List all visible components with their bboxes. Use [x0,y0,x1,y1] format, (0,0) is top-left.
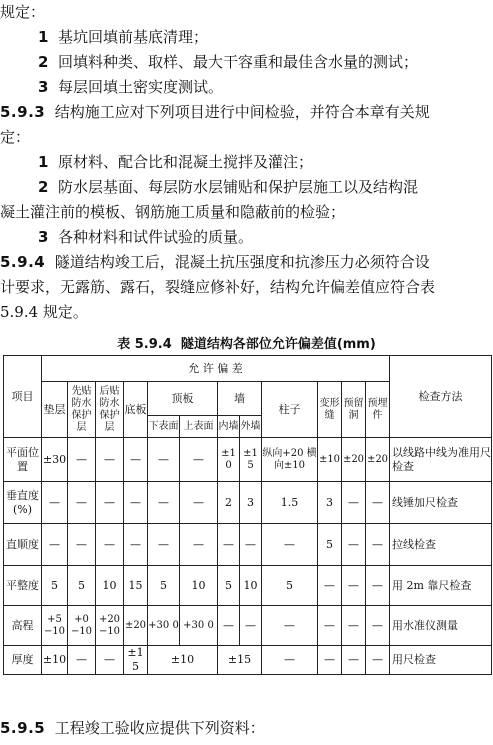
item-2-inspection: 2 防水层基面、每层防水层铺贴和保护层施工以及结构混 [38,178,418,196]
header-joint: 变形缝 [318,382,342,438]
cell: — [68,524,96,566]
cell: +0 −10 [68,606,96,646]
method-cell: 用尺检查 [390,646,492,675]
header-allowable-deviation: 允 许 偏 差 [42,356,390,382]
cell: — [240,524,262,566]
header-column: 柱子 [262,382,318,438]
cell: — [96,482,124,524]
cell: 5 [42,566,68,606]
item-2-inspection-cont: 凝土灌注前的模板、钢筋施工质量和隐蔽前的检验； [0,203,346,221]
cell: — [366,566,390,606]
tolerance-table [3,355,492,675]
cell: — [366,646,390,675]
cell: — [366,482,390,524]
header-embed: 预埋件 [366,382,390,438]
cell: 10 [180,566,218,606]
cell: — [342,482,366,524]
cell: — [148,482,180,524]
cell: — [148,524,180,566]
row-label: 直顺度 [4,524,42,566]
cell: 3 [240,482,262,524]
cell: +20 −10 [96,606,124,646]
header-cushion: 垫层 [42,382,68,438]
cell: ±15 [218,646,262,675]
cell: ±10 [318,438,342,482]
item-2-backfill: 2 回填料种类、取样、最大干容重和最佳含水量的测试； [38,53,418,71]
cell: — [42,482,68,524]
table-row [4,524,492,566]
header-wall-outer: 外墙 [240,416,262,438]
cell: 15 [124,566,148,606]
cell: 5 [68,566,96,606]
cell: — [148,438,180,482]
cell: — [318,646,342,675]
header-roof: 顶板 [148,382,218,416]
row-label: 厚度 [4,646,42,675]
header-roof-upper: 上表面 [180,416,218,438]
table-row [4,646,492,675]
cell: — [124,524,148,566]
cell: ±15 [124,646,148,675]
cell: — [124,482,148,524]
header-method: 检查方法 [390,356,492,438]
item-3-inspection: 3 各种材料和试件试验的质量。 [38,228,253,246]
row-label: 平整度 [4,566,42,606]
cell: — [342,524,366,566]
cell: — [240,606,262,646]
cell: 2 [218,482,240,524]
cell: — [96,646,124,675]
cell: — [318,566,342,606]
cell: 10 [240,566,262,606]
cell: — [180,438,218,482]
cell: +30 0 [180,606,218,646]
section-5-9-4: 5.9.4 隧道结构竣工后，混凝土抗压强度和抗渗压力必须符合设 [0,253,430,271]
cell: — [124,438,148,482]
cell: ±10 [42,646,68,675]
cell: — [366,606,390,646]
cell: — [318,606,342,646]
row-label: 高程 [4,606,42,646]
cell: 纵向+20 横向±10 [262,438,318,482]
cell: — [366,524,390,566]
text-line-guide-end: 规定： [0,3,46,21]
table-row [4,606,492,646]
cell: — [96,524,124,566]
cell: ±20 [342,438,366,482]
cell: 5 [318,524,342,566]
header-bottom-slab: 底板 [124,382,148,438]
cell: — [68,646,96,675]
item-1-inspection: 1 原材料、配合比和混凝土搅拌及灌注； [38,153,313,171]
header-wall: 墙 [218,382,262,416]
cell: +30 0 [148,606,180,646]
row-label: 垂直度(%) [4,482,42,524]
section-5-9-4-cont1: 计要求，无露筋、露石，裂缝应修补好，结构允许偏差值应符合表 [0,278,436,296]
header-hole: 预留洞 [342,382,366,438]
header-wall-inner: 内墙 [218,416,240,438]
cell: — [342,606,366,646]
cell: — [262,606,318,646]
cell: — [96,438,124,482]
header-item: 项目 [4,356,42,438]
method-cell: 用水准仪测量 [390,606,492,646]
cell: — [342,566,366,606]
method-cell: 以线路中线为准用尺检查 [390,438,492,482]
cell: ±10 [148,646,218,675]
section-5-9-5: 5.9.5 工程竣工验收应提供下列资料： [0,719,265,737]
cell: 5 [148,566,180,606]
cell: 10 [96,566,124,606]
cell: ±15 [240,438,262,482]
method-cell: 线锤加尺检查 [390,482,492,524]
cell: ±30 [42,438,68,482]
cell: — [180,524,218,566]
section-5-9-3: 5.9.3 结构施工应对下列项目进行中间检验，并符合本章有关规 [0,103,430,121]
cell: — [342,646,366,675]
cell: — [68,482,96,524]
cell: — [42,524,68,566]
cell: ±20 [124,606,148,646]
method-cell: 拉线检查 [390,524,492,566]
cell: — [218,606,240,646]
item-1-backfill: 1 基坑回填前基底清理； [38,28,208,46]
cell: — [262,524,318,566]
cell: — [218,524,240,566]
cell: ±20 [366,438,390,482]
table-row [4,566,492,606]
method-cell: 用 2m 靠尺检查 [390,566,492,606]
cell: 5 [218,566,240,606]
table-row [4,482,492,524]
cell: 1.5 [262,482,318,524]
cell: — [262,646,318,675]
cell: +5 −10 [42,606,68,646]
row-label: 平面位置 [4,438,42,482]
cell: 3 [318,482,342,524]
section-5-9-3-cont: 定： [0,128,31,146]
table-row [4,438,492,482]
header-post-waterproof: 后贴防水保护层 [96,382,124,438]
cell: — [68,438,96,482]
table-caption: 表 5.9.4 隧道结构各部位允许偏差值(mm) [117,337,376,352]
cell: — [180,482,218,524]
header-roof-lower: 下表面 [148,416,180,438]
cell: 5 [262,566,318,606]
section-5-9-4-cont2: 5.9.4 规定。 [0,303,88,321]
cell: ±10 [218,438,240,482]
item-3-backfill: 3 每层回填土密实度测试。 [38,78,223,96]
header-pre-waterproof: 先贴防水保护层 [68,382,96,438]
